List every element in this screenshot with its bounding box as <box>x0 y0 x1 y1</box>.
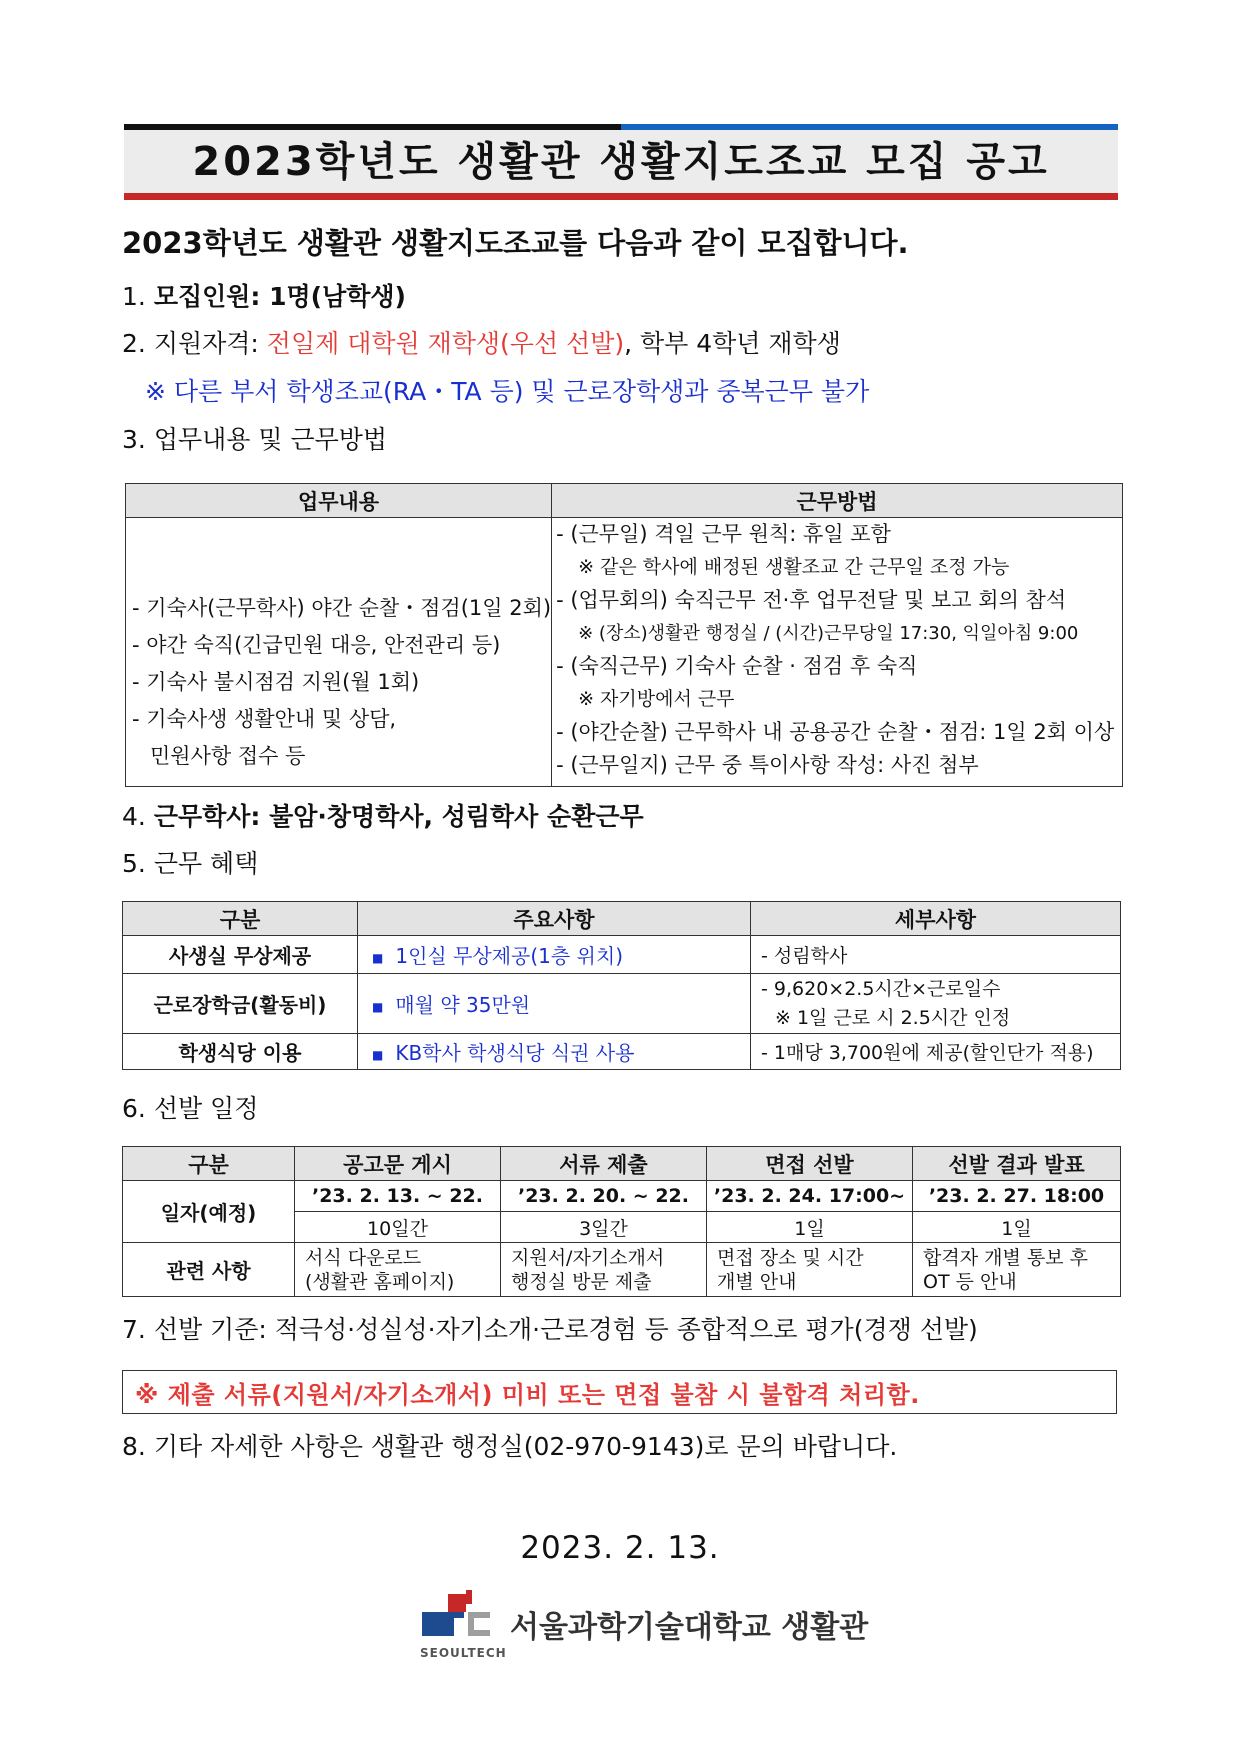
item-5-label: 근무 혜택 <box>153 849 259 878</box>
benefit-detail-cell <box>751 974 1121 1034</box>
duty-method-line: - (근무일) 격일 근무 원칙: 휴일 포함 <box>556 522 891 546</box>
schedule-header: 면접 선발 <box>707 1147 913 1181</box>
schedule-related-cell <box>501 1243 707 1297</box>
schedule-related-cell <box>913 1243 1121 1297</box>
schedule-duration: 1일 <box>707 1212 913 1243</box>
item-5 <box>122 847 258 881</box>
schedule-related-cell <box>295 1243 501 1297</box>
schedule-related-cell <box>707 1243 913 1297</box>
schedule-date: ’23. 2. 13. ~ 22. <box>295 1181 501 1212</box>
schedule-related-line: 지원서/자기소개서 <box>511 1246 665 1269</box>
item-8-label: 기타 자세한 사항은 생활관 행정실(02-970-9143)로 문의 바랍니다. <box>153 1432 898 1461</box>
benefit-main-cell <box>358 1034 751 1070</box>
item-6-label: 선발 일정 <box>153 1094 259 1123</box>
benefit-row <box>123 936 1121 974</box>
benefit-header-main: 주요사항 <box>358 902 751 936</box>
schedule-table <box>122 1146 1121 1297</box>
schedule-header: 서류 제출 <box>501 1147 707 1181</box>
schedule-related-line: 개별 안내 <box>717 1270 797 1293</box>
schedule-date: ’23. 2. 27. 18:00 <box>913 1181 1121 1212</box>
duty-content-cell <box>126 518 552 787</box>
duty-content-line: 민원사항 접수 등 <box>150 744 306 768</box>
duty-content-line: - 기숙사생 생활안내 및 상담, <box>132 707 397 731</box>
schedule-date: ’23. 2. 20. ~ 22. <box>501 1181 707 1212</box>
item-2-note: ※ 다른 부서 학생조교(RA・TA 등) 및 근로장학생과 중복근무 불가 <box>145 377 870 406</box>
schedule-related-label: 관련 사항 <box>123 1243 295 1297</box>
item-2 <box>122 327 841 361</box>
page-title: 2023학년도 생활관 생활지도조교 모집 공고 <box>192 139 1050 185</box>
item-3-label: 업무내용 및 근무방법 <box>153 425 388 454</box>
duty-method-line: - (야간순찰) 근무학사 내 공용공간 순찰・점검: 1일 2회 이상 <box>556 720 1115 744</box>
item-7 <box>122 1313 978 1347</box>
logo-wordmark: SEOULTECH <box>420 1646 507 1660</box>
benefit-main: KB학사 학생식당 식권 사용 <box>395 1041 635 1065</box>
duty-method-note: ※ 같은 학사에 배정된 생활조교 간 근무일 조정 가능 <box>578 556 1010 578</box>
benefit-detail: - 성림학사 <box>751 936 1121 974</box>
item-2-number: 2. <box>122 329 146 358</box>
item-3 <box>122 423 387 457</box>
item-7-number: 7. <box>122 1315 146 1344</box>
item-1 <box>122 280 406 314</box>
duty-table <box>125 483 1123 787</box>
item-2-rest: , 학부 4학년 재학생 <box>624 329 841 358</box>
duty-method-note: ※ 자기방에서 근무 <box>578 688 735 710</box>
benefit-header-category: 구분 <box>123 902 358 936</box>
benefit-main: 1인실 무상제공(1층 위치) <box>395 944 623 968</box>
schedule-duration: 10일간 <box>295 1212 501 1243</box>
benefit-category: 근로장학금(활동비) <box>123 974 358 1034</box>
benefit-main-cell <box>358 974 751 1034</box>
title-banner <box>124 124 1118 200</box>
item-3-number: 3. <box>122 425 146 454</box>
benefit-header-detail: 세부사항 <box>751 902 1121 936</box>
duty-method-note: ※ (장소)생활관 행정실 / (시간)근무당일 17:30, 익일아침 9:00 <box>578 623 1079 644</box>
benefit-detail: - 1매당 3,700원에 제공(할인단가 적용) <box>751 1034 1121 1070</box>
schedule-duration: 1일 <box>913 1212 1121 1243</box>
schedule-duration: 3일간 <box>501 1212 707 1243</box>
benefit-main-cell <box>358 936 751 974</box>
schedule-header: 구분 <box>123 1147 295 1181</box>
duty-method-cell <box>552 518 1123 787</box>
schedule-date: ’23. 2. 24. 17:00~ <box>707 1181 913 1212</box>
notice-date: 2023. 2. 13. <box>520 1530 720 1566</box>
square-bullet-icon: ■ <box>372 999 384 1014</box>
banner-bottom-bar-red <box>124 193 1118 200</box>
item-2-highlight: 전일제 대학원 재학생(우선 선발) <box>266 329 625 358</box>
benefit-main: 매월 약 35만원 <box>395 993 531 1017</box>
item-8 <box>122 1430 897 1464</box>
intro-text: 2023학년도 생활관 생활지도조교를 다음과 같이 모집합니다. <box>122 226 909 260</box>
benefit-detail-note: ※ 1일 근로 시 2.5시간 인정 <box>775 1006 1011 1029</box>
schedule-related-line: OT 등 안내 <box>923 1270 1017 1293</box>
item-7-label: 선발 기준: 적극성·성실성·자기소개·근로경험 등 종합적으로 평가(경쟁 선발) <box>153 1315 978 1344</box>
benefit-category: 학생식당 이용 <box>123 1034 358 1070</box>
schedule-header: 공고문 게시 <box>295 1147 501 1181</box>
warning-text: ※ 제출 서류(지원서/자기소개서) 미비 또는 면접 불참 시 불합격 처리함. <box>135 1381 920 1409</box>
item-1-label: 모집인원: 1명(남학생) <box>153 282 406 311</box>
duty-table-header-method: 근무방법 <box>552 484 1123 518</box>
org-name: 서울과학기술대학교 생활관 <box>510 1610 869 1645</box>
duty-content-line: - 기숙사(근무학사) 야간 순찰・점검(1일 2회) <box>132 596 552 620</box>
duty-table-header-content: 업무내용 <box>126 484 552 518</box>
schedule-related-line: 합격자 개별 통보 후 <box>923 1246 1088 1269</box>
square-bullet-icon: ■ <box>372 1047 384 1062</box>
item-5-number: 5. <box>122 849 146 878</box>
duty-method-line: - (근무일지) 근무 중 특이사항 작성: 사진 첨부 <box>556 753 979 777</box>
warning-box <box>122 1370 1117 1414</box>
item-6 <box>122 1092 258 1126</box>
benefit-row <box>123 974 1121 1034</box>
duty-content-line: - 야간 숙직(긴급민원 대응, 안전관리 등) <box>132 633 501 657</box>
schedule-related-line: 행정실 방문 제출 <box>511 1270 652 1293</box>
square-bullet-icon: ■ <box>372 950 384 965</box>
item-2-label: 지원자격: <box>153 329 267 358</box>
duty-method-line: - (숙직근무) 기숙사 순찰 · 점검 후 숙직 <box>556 654 918 678</box>
duty-content-line: - 기숙사 불시점검 지원(월 1회) <box>132 670 420 694</box>
item-4-label: 근무학사: 불암·창명학사, 성림학사 순환근무 <box>153 802 644 831</box>
schedule-related-line: 면접 장소 및 시간 <box>717 1246 864 1269</box>
item-4 <box>122 800 644 834</box>
schedule-related-line: (생활관 홈페이지) <box>305 1270 455 1293</box>
benefit-category: 사생실 무상제공 <box>123 936 358 974</box>
schedule-header: 선발 결과 발표 <box>913 1147 1121 1181</box>
item-1-number: 1. <box>122 282 146 311</box>
seoultech-logo-icon <box>420 1590 500 1646</box>
duty-method-line: - (업무회의) 숙직근무 전·후 업무전달 및 보고 회의 참석 <box>556 588 1067 612</box>
item-4-number: 4. <box>122 802 146 831</box>
item-6-number: 6. <box>122 1094 146 1123</box>
benefit-detail: - 9,620×2.5시간×근로일수 <box>761 977 1001 1000</box>
benefit-row <box>123 1034 1121 1070</box>
schedule-date-label: 일자(예정) <box>123 1181 295 1243</box>
benefit-table <box>122 901 1121 1070</box>
schedule-related-line: 서식 다운로드 <box>305 1246 422 1269</box>
item-8-number: 8. <box>122 1432 146 1461</box>
